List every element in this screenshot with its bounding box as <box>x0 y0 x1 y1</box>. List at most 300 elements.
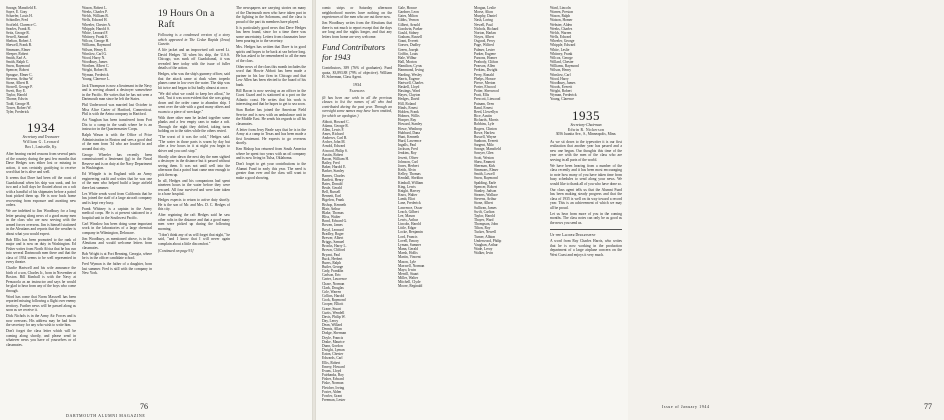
contributor-name: White, Leslie <box>550 47 570 52</box>
contributor-name: Webster, Alden <box>550 22 572 27</box>
body-paragraph: It seems that Dave had been off the coast of Guadalcanal when his ship was sunk, and for two and a half days he floated about on a raft with a handful of his shipmates before a patrol boat picked them up. He is now back home recovering from exposure and awaiting new orders. <box>6 176 76 208</box>
fund-names-column-3 <box>474 6 544 398</box>
contributor-name: Ellis, Robert <box>322 360 341 365</box>
contributor-name: Underwood, Philip <box>474 238 502 243</box>
class-notes-body <box>550 140 622 226</box>
contributor-name: Sprague, Elmer C. <box>6 72 33 77</box>
contributor-name: Mitchell, Clyde <box>398 280 421 285</box>
contributor-name: Nash, Loring <box>474 18 493 23</box>
contributor-name: Noyes, Albert <box>474 35 494 40</box>
contributor-name: Grant, Everett <box>398 39 419 44</box>
contributor-name: Hastings, Ward <box>398 89 421 94</box>
contributor-name: Williams, Raymond <box>82 43 111 48</box>
class-notes-column-2 <box>82 6 152 398</box>
contributor-name: Hale, Wilbur <box>398 55 417 60</box>
contributor-name: Taylor, Harold <box>474 213 495 218</box>
body-paragraph: Ken Bishop has returned from South America where he spent two years with an oil company and is now living in Tulsa, Oklahoma. <box>236 147 306 160</box>
contributor-name: Brewer, Albert <box>322 235 344 240</box>
contributor-name: Bowen, James <box>322 223 343 228</box>
contributor-name: Walker, Irvin <box>474 251 493 256</box>
contributor-name: Lamb, Eliot <box>398 197 416 202</box>
story-intro: Following is a condensed version of a story which appeared in The Cedar Rapids (Iowa) Gazette. <box>158 33 230 46</box>
contributor-name: Fisher, Edward <box>322 377 344 382</box>
body-paragraph: Jim Woodbury writes from the Aleutians that there is not much to report except that the days are long and the nights longer, and that any letters from home are very welcome. <box>322 21 392 39</box>
contributor-name: Wilcox, George H. <box>82 39 110 44</box>
contributor-name: Day, Leroy <box>322 319 339 323</box>
contributor-name: Wyman, Frederick <box>82 72 109 77</box>
contributor-name: Rand, Ernest <box>474 105 493 110</box>
contributor-name: Bond, Edward G. <box>322 219 348 224</box>
body-paragraph: After hearing varied reasons from several parts of the country during the past few months that Dave Hedges was either lost or missing in action, it was certainly gratifying to receive word that he is alive and well. <box>6 152 76 175</box>
body-paragraph: A letter from Jerry Beale says that he is in the Army at a camp in Texas and has been made a first lieutenant. He expects to go overseas shortly. <box>236 127 306 145</box>
contributor-name: Gates, Milton <box>398 14 418 19</box>
class-notes-body <box>236 6 306 180</box>
contributor-name: Osgood, Percy <box>474 39 496 44</box>
fund-name-list <box>322 120 392 403</box>
contributor-name: Cady, Franklin <box>322 269 344 274</box>
fund-year: 1934 <box>352 81 362 87</box>
contributor-name: Baker, Harold E. <box>322 165 347 170</box>
contributor-name: Haskell, Lloyd <box>398 84 420 89</box>
contributor-name: Warren, Preston <box>550 10 574 15</box>
fund-names-column-2 <box>398 6 468 398</box>
running-footer: Issue of January 1944 <box>662 404 710 409</box>
contributor-name: Bates, Donald <box>322 181 343 186</box>
contributor-name: Vaughan, Arthur <box>474 242 498 247</box>
contributor-name: Putnam, Oren <box>474 101 494 106</box>
contributor-name: Woodbury, James <box>550 80 576 85</box>
contributor-name: Knight, Harvey <box>398 188 421 193</box>
contributor-name: Perkins, Dwight <box>474 68 498 73</box>
contributor-name: Little, Edgar <box>398 226 417 231</box>
contributor-name: Shelton, Robert J. <box>6 39 32 44</box>
contributor-name: Jackson, Fred <box>398 147 418 152</box>
contributor-name: Rogers, Clinton <box>474 126 497 131</box>
contributor-name: Adams, George R. <box>322 123 349 128</box>
contributor-name: Martin, Vincent <box>398 255 421 260</box>
story-body <box>158 48 230 246</box>
contributor-name: Weeks, Charles <box>550 26 573 31</box>
contributor-name: Bradley, Roger <box>322 231 344 236</box>
body-paragraph: Frank Whitney is a captain in the Army medical corps. He is at present stationed in a hospital unit in the Southwest Pacific. <box>82 206 152 220</box>
contributor-name: Savage, Mansfield <box>474 147 501 152</box>
contributor-name: Smith, Earl A. <box>6 55 27 60</box>
class-secretary-role: Secretary-Chairman <box>570 122 602 127</box>
contributor-name: Abbott, Howard C. <box>322 119 350 124</box>
contributor-name: Potter, Sherwood <box>474 89 499 94</box>
section-label: Up the Ladder Department <box>550 233 596 238</box>
contributor-name: Gibbs, Vernon <box>398 18 419 23</box>
contributor-name: Richards, Morris <box>474 118 499 123</box>
contributor-name: Keith, Alvin <box>398 168 416 173</box>
contributor-name: Lewis, Arthur <box>398 217 418 222</box>
contributor-name: Sherman, Kirk <box>474 163 496 168</box>
contributor-name: Johnson, Carl <box>398 159 418 164</box>
class-header-1934 <box>6 121 76 149</box>
contributor-name: Spencer, Robert <box>6 68 30 73</box>
contributor-name: Andrews, Carl B. <box>322 136 348 141</box>
contributor-name: Stevens, Arthur <box>474 197 497 202</box>
contributor-name: Graham, Russell <box>398 35 422 40</box>
contributor-name: Welch, Warren <box>550 30 572 35</box>
contributor-name: Prescott, Linwood <box>474 97 501 102</box>
contributor-name: Ames, Richard <box>322 131 344 136</box>
contributor-name: Beale, Gerald <box>322 186 342 190</box>
body-paragraph: Mrs. Hedges has written that Dave is in good spirits and hopes to be back at sea before long. He has asked to be remembered to all the men of the class. <box>236 45 306 63</box>
contributor-name: Worthen, Albert C. <box>82 64 110 69</box>
contributor-name: Spencer, Robert <box>474 184 498 189</box>
contributor-name: Hooper, Ray <box>398 118 417 123</box>
class-year: 1935 <box>572 107 600 123</box>
body-paragraph: Hedges, who was the ship's gunnery officer, said that the attack came at dusk when torpedo planes came in low over the water. The ship was hit twice and began to list badly almost at once. <box>158 72 230 90</box>
class-header-1935 <box>550 109 622 137</box>
contributor-name: Stone, Albert <box>474 201 493 206</box>
contributor-name: Winslow, Carl <box>550 72 571 77</box>
contributor-name: Wilcox, George <box>550 55 573 60</box>
body-paragraph: Les White sends word from California that he has joined the staff of a large aircraft company and is kept very busy. <box>82 191 152 205</box>
class-year: 1934 <box>27 120 55 136</box>
contributor-name: Rice, Austin <box>474 114 492 119</box>
contributor-name: Hartwell, Charles <box>398 80 424 85</box>
contributor-name: Maxwell, Norman <box>398 263 425 268</box>
contributor-name: Griffin, Louis <box>398 51 418 56</box>
body-paragraph: Let us hear from more of you in the coming months. The class notes can only be as good as the news you send us. <box>550 211 622 225</box>
body-paragraph: Ralph Wason is with the Office of Price Administration in Boston and sees a good deal of the men from '34 who are located in and around that city. <box>82 133 152 151</box>
body-paragraph: "We did what we could to keep her afloat," he said, "but it was soon evident that she was going down and the order came to abandon ship. I went over the side with a good many others and swam to a piece of wreckage." <box>158 91 230 114</box>
contributor-name: Allen, Lewis F. <box>322 127 345 132</box>
contributor-name: Bartlett, Henry <box>322 177 344 182</box>
contributor-name: Jewett, Oliver <box>398 155 419 160</box>
contributor-name: Woodbury, James <box>82 60 108 65</box>
contributor-name: Lincoln, Harold <box>398 222 421 227</box>
contributor-name: Jenkins, Roy <box>398 151 417 156</box>
contributor-name: Stevens, Arthur W. <box>6 76 34 81</box>
contributor-name: Schaefer, Louis H. <box>6 14 33 19</box>
body-paragraph: Hedges expects to return to active duty shortly. He is the son of Mr. and Mrs. D. C. Hedges of this city. <box>158 198 230 211</box>
contributor-name: Mann, Gerald <box>398 247 418 252</box>
body-paragraph: Carl Winslow has been doing some important work in the laboratories of a large chemical company in Wilmington, Delaware. <box>82 221 152 235</box>
contributor-name: Marsh, Hollis <box>398 251 418 256</box>
contributor-name: Buck, Herbert <box>322 256 343 261</box>
body-paragraph: Phil Underwood was married last October to Miss Alice Carter of Hartford, Connecticut. Phil is with the Aetna company in Hartford. <box>82 103 152 117</box>
contributor-name: Blake, Thomas <box>322 210 344 215</box>
section-tail-text: A word from Ray Charles Harris, who writes that he is now working in the production department of a large airplane concern on the West Coast and enjoys it very much. <box>550 239 622 257</box>
right-footer <box>632 402 944 416</box>
contributor-name: Bennett, Earl <box>322 194 341 199</box>
contributor-name: Stone, Albert B. <box>6 80 30 85</box>
contributor-name: Jones, Herbert <box>398 163 419 168</box>
contributor-name: Kimball, William <box>398 180 424 185</box>
contributor-name: Kendall, Sheldon <box>398 176 423 181</box>
class-notes-column-1 <box>6 6 76 398</box>
contributor-name: Williams, Raymond <box>550 64 579 69</box>
contributor-name: Lyman, Sumner <box>398 242 421 247</box>
contributor-name: Page, Wilfred <box>474 43 494 48</box>
contributor-name: Fiske, Norman <box>322 381 344 386</box>
contributor-name: Fletcher, Irving <box>322 385 345 390</box>
contributor-name: Dennis, Allan <box>322 327 342 332</box>
contributor-name: Emery, Howard <box>322 364 345 369</box>
contributor-name: Miller, Walter <box>398 276 419 281</box>
contributor-name: Wheeler, George <box>550 39 575 44</box>
right-page <box>316 0 932 420</box>
contributor-name: Gale, Horace <box>398 6 417 10</box>
contributor-name: Bell, Russell <box>322 190 341 195</box>
body-paragraph: In all, Hedges and his companions had spent nineteen hours in the water before they were rescued. All four survived and were later taken to a base hospital. <box>158 178 230 196</box>
contributor-name: Rowe, Harlow <box>474 130 495 135</box>
contributor-name: Sawyer, Glen <box>474 151 494 156</box>
contributor-name: Gilbert, Arnold <box>398 22 420 27</box>
body-paragraph: Don't forget to get your contributions to the Alumni Fund in early this year. The need is greater than ever and the class will want to make a good showing. <box>236 162 306 180</box>
body-paragraph: Jack Thompson is now a lieutenant in the Navy and is serving aboard a destroyer somewhere in the Pacific. He writes that he has not seen a Dartmouth man since he left the States. <box>82 83 152 102</box>
body-paragraph: The newspapers are carrying stories on many of the Dartmouth men who have taken part in the fighting in the Solomons, and the class is proud of the part its members have played. <box>236 6 306 24</box>
left-footer <box>0 402 312 416</box>
body-paragraph: Stan Barker has joined the American Field Service and is now with an ambulance unit in the Middle East. He sends his regards to all his classmates. <box>236 108 306 126</box>
contributor-name: Wells, Edward H. <box>82 18 108 23</box>
feature-story-column <box>158 6 230 398</box>
contributor-name: Mayo, Irwin <box>398 267 416 272</box>
contributor-name: Gould, Sidney <box>398 30 419 35</box>
contributor-name: Hayes, Clayton <box>398 93 421 98</box>
contributor-name: Hammond, Irving <box>398 68 424 73</box>
contributor-name: Whipple, Edward <box>550 43 576 48</box>
contributor-name: Davis, Philip W. <box>322 314 346 319</box>
body-paragraph: Jim Woodbury, as mentioned above, is in the Aleutians and would welcome letters from classmates. <box>82 236 152 250</box>
contributor-name: Turner, Albion <box>474 234 496 239</box>
contributor-name: Stowell, George P. <box>6 84 33 89</box>
running-footer: DARTMOUTH ALUMNI MAGAZINE <box>66 413 146 418</box>
contributor-name: Howe, Winthrop <box>398 126 422 131</box>
class-notes-body <box>322 6 392 39</box>
contributor-name: Graves, Dudley <box>398 43 421 48</box>
contributor-name: Dunn, Gordon <box>322 343 343 348</box>
body-paragraph: Bill Bacon is now serving as an officer in the Coast Guard and is stationed at a port on the Atlantic coast. He writes that his work is interesting and that he hopes to get to sea soon. <box>236 88 306 106</box>
contributor-name: Austin, Robert <box>322 152 344 157</box>
class-secretary-name: William G. Leonard <box>23 140 59 145</box>
contributor-name: Carlson, Eric <box>322 273 341 278</box>
contributor-name: Woods, Everett <box>550 84 573 89</box>
contributor-name: Hubbard, Dana <box>398 130 420 135</box>
body-paragraph: Shortly after dawn the next day the men sighted a destroyer in the distance but it passed without seeing them. It was not until well into the afternoon that a patrol boat came near enough to pick them up. <box>158 154 230 177</box>
body-paragraph: George Wheeler has recently been commissioned a lieutenant (jg) in the Naval Reserve and is on duty at the Navy Department in Washington. <box>82 152 152 171</box>
contributor-name: Young, Clarence L. <box>82 76 110 81</box>
contributor-name: Wood, Harry <box>550 76 569 81</box>
contributor-name: Dean, Willard <box>322 323 343 328</box>
fund-note: (It has been our wish in all the previous classes to list the names of all who had contributed during the past year. Through an oversight some names may have been omitted, for which we apologize.) <box>322 95 392 118</box>
contributor-name: Mason, Lyle <box>398 259 416 264</box>
body-paragraph: Art Vaughan has been transferred from Fort Dix to a camp in the south where he is an instructor in the Quartermaster Corps. <box>82 118 152 132</box>
contributor-name: Schindler, Fred <box>6 18 29 23</box>
contributor-name: Tilton, Roy <box>474 226 491 231</box>
contributor-name: Nichols, Richard <box>474 26 499 31</box>
fund-name-list <box>6 6 76 114</box>
body-paragraph: With three other men he lashed together some planks and a few empty cans to make a raft. Through the night they drifted, taking turns holding on to the sides while the others rested. <box>158 115 230 133</box>
contributor-name: Hedges, David <box>398 97 420 102</box>
contributor-name: Thompson, John <box>474 222 498 227</box>
contributor-name: Goodwin, Parker <box>398 26 423 31</box>
contributor-name: Wyman, Frederick <box>550 93 577 98</box>
contributor-name: Seitz, George R. <box>6 30 30 35</box>
contributor-name: Spalding, Earle <box>474 180 497 185</box>
contributor-name: Brooks, Harry L. <box>322 244 347 249</box>
contributor-name: Drake, Maurice <box>322 339 345 344</box>
contributor-name: Barker, Stanley <box>322 169 345 174</box>
contributor-name: Morse, Alton <box>474 10 493 15</box>
contributor-name: Searles, Frank R. <box>6 26 31 31</box>
left-page <box>0 0 312 420</box>
body-paragraph: comic strips or Saturday afternoon neighborhood movies have nothing on the experiences of the men who are out there now. <box>322 6 392 19</box>
contributor-name: Lovell, Emory <box>398 238 419 243</box>
body-paragraph: "I don't think any of us will forget that night," he said, "and I know that I will never again complain about a little discomfort." <box>158 232 230 246</box>
body-paragraph: Don't forget the class letter which will be coming along shortly, and please send in whatever news you have of yourselves or of classmates. <box>6 329 76 347</box>
body-paragraph: Word has come that Norm Maxwell has been reported missing following a flight over enemy territory. Further news will be passed along as soon as we receive it. <box>6 294 76 313</box>
body-paragraph: Charlie Hartwell and his wife announce the birth of a son, Charles Jr., born in November at Boston. Bill Kimball is with the Navy at Pensacola as an instructor and says he would be glad to hear from any of the boys who come through. <box>6 266 76 293</box>
fund-name-list <box>398 6 468 289</box>
body-paragraph: Ed Whipple is in England with an Army engineering outfit and writes that he was one of the men who helped build a large airfield there last summer. <box>82 172 152 190</box>
contributor-name: Doyle, Francis <box>322 335 344 340</box>
contributor-name: Parsons, Homer <box>474 55 497 60</box>
contributor-name: Collins, Harold <box>322 294 345 299</box>
contributor-name: Swett, Roy E. <box>6 89 26 94</box>
contributor-name: Lane, Frederick <box>398 201 421 206</box>
contributor-name: Brown, Clifford <box>322 248 346 253</box>
body-paragraph: We are indebted to Jim Woodbury for a long letter passing along news of a good many men in the class who are now serving with the armed forces overseas. Jim is himself stationed in the Aleutians and reports that the weather is about what you would expect. <box>6 209 76 236</box>
fund-title: Fund Contributors for 1943 <box>322 43 386 62</box>
contributor-name: Murphy, Daniel <box>474 14 497 19</box>
contributor-name: Wade, Leroy <box>474 247 493 252</box>
contributor-name: Kelley, Thomas <box>398 172 421 177</box>
contributor-name: Locke, Benjamin <box>398 230 423 235</box>
contributor-name: Boyd, Leonard <box>322 227 344 232</box>
fund-contributors-column <box>322 6 392 402</box>
contributor-name: Russell, Wayne <box>474 134 497 139</box>
contributor-name: Green, Joseph <box>398 47 419 52</box>
class-secretary-role: Secretary and Treasurer <box>22 135 60 140</box>
contributor-name: Crane, Stuart <box>322 306 341 311</box>
contributor-name: Bacon, William H. <box>322 156 349 161</box>
contributor-name: Tyler, Frederick <box>6 109 29 114</box>
contributor-name: Phelps, Horace <box>474 76 496 81</box>
contributor-name: Hinds, Ernest <box>398 105 418 110</box>
body-paragraph: "The worst of it was the cold," Hedges said. "The water in those parts is warm by day but after a few hours in it at night you begin to shiver and you can't stop." <box>158 135 230 153</box>
contributor-name: Simmons, Elmer <box>474 168 499 173</box>
contributor-name: Cooper, Elliott <box>322 302 344 307</box>
contributor-name: Todd, George H. <box>6 101 31 106</box>
body-paragraph: Bob Ellis has been promoted to the rank of major and is now on duty in Washington. Ed Fisher writes from North Africa that he has run into several Dartmouth men there and that the class of 1934 seems to be well represented in every theatre. <box>6 237 76 265</box>
continued-note: [Continued on page 91] <box>158 249 194 253</box>
contributor-name: Bishop, Kenneth <box>322 202 347 207</box>
contributor-name: Eaton, Chester <box>322 352 344 357</box>
class-notes-body <box>82 84 152 276</box>
contributor-name: Arnold, Edward <box>322 144 346 149</box>
contributor-name: Stearns, Wallace <box>474 193 498 198</box>
contributor-name: Perry, Ronald <box>474 72 494 77</box>
contributor-name: Clark, Douglas <box>322 285 344 290</box>
contributor-name: Moore, Reginald <box>398 284 423 289</box>
contributor-name: Ingalls, Paul <box>398 143 416 148</box>
contributor-name: Burns, Ralph <box>322 260 341 265</box>
contributor-name: Morgan, Leslie <box>474 6 496 10</box>
contributor-name: Sayre, E. Gray <box>6 10 28 15</box>
contributor-name: Holden, Frank <box>398 109 419 114</box>
contributor-name: Leach, Gilbert <box>398 209 419 214</box>
contributor-name: Fowler, Grant <box>322 393 343 398</box>
contributor-name: Hall, Morton <box>398 60 417 65</box>
fund-name-list <box>82 6 152 81</box>
contributor-name: Wood, Harry N. <box>82 55 106 60</box>
contributor-name: Harris, Eugene <box>398 76 420 81</box>
contributor-name: Norton, Harlan <box>474 30 496 35</box>
contributor-name: Watson, Homer <box>550 18 573 23</box>
contributor-name: Tucker, Newell <box>474 230 497 235</box>
contributor-name: Stanley, Judson <box>474 188 497 193</box>
contributor-name: Whitney, Frank <box>550 51 573 56</box>
contributor-name: Whipple, Harold S. <box>82 26 110 31</box>
contributor-name: Howard, Stanley <box>398 122 423 127</box>
class-secretary-name: Edwin R. Nickerson <box>567 127 605 132</box>
contributor-name: Hurd, Lawrence <box>398 139 422 143</box>
body-paragraph: Dick Nichols is in the Army Air Forces and is now overseas. His address may be had from the secretary for any who wish to write him. <box>6 314 76 328</box>
body-paragraph: Fred Wyman is the father of a daughter, born last summer. Fred is still with the company in New York. <box>82 262 152 276</box>
contributor-name: Parker, Eugene <box>474 51 496 56</box>
contributor-name: Swift, Carlton <box>474 209 495 214</box>
contributor-name: Young, Clarence <box>550 97 574 102</box>
contributor-name: Carter, Lawrence <box>322 277 347 282</box>
contributor-name: Butler, George <box>322 264 344 269</box>
contributor-name: Porter, Elwood <box>474 84 496 89</box>
contributor-name: Lee, Mason <box>398 213 415 218</box>
body-paragraph: It is particularly good news that Dave Hedges has been found, since for a time there was some uncertainty. Letters from classmates have been pouring in to the secretary. <box>236 25 306 43</box>
contributor-name: Palmer, Lester <box>474 47 495 52</box>
contributor-name: Savage, Mansfield E. <box>6 6 37 10</box>
contributor-name: Hunt, Kenneth <box>398 134 420 139</box>
contributor-name: Blair, Arthur <box>322 206 341 211</box>
contributor-name: Lord, Francis <box>398 234 418 239</box>
contributor-name: Bigelow, Frank <box>322 198 345 203</box>
contributor-name: Wells, Edward <box>550 35 572 40</box>
contributor-name: Tower, Robert W. <box>6 105 32 110</box>
contributor-name: Briggs, Samuel <box>322 240 345 245</box>
contributor-name: Ward, Lincoln <box>550 6 571 10</box>
contributor-name: Whitney, Frank E. <box>82 35 109 40</box>
class-notes-column-4 <box>236 6 306 398</box>
contributor-name: Bliss, Walter <box>322 215 341 220</box>
contributor-name: Wilson, Henry <box>550 68 572 73</box>
contributor-name: Welch, William B. <box>82 14 109 19</box>
story-title: 19 Hours On a Raft <box>158 8 215 29</box>
contributor-name: Barnes, Charles <box>322 173 345 178</box>
contributor-name: Merrill, Stuart <box>398 272 419 276</box>
page-number: 76 <box>140 402 148 411</box>
contributor-name: Pierce, Merton <box>474 80 496 85</box>
contributor-name: Shewell, Frank B. <box>6 43 32 48</box>
class-secretary-address: 3056 Juanita Ave., S., Minneapolis, Minn. <box>555 132 617 137</box>
body-paragraph: Other news of the class this month includes the word that Howie Abbott has been made a partner in his law firm in Chicago and that Lew Allen has been elected to the board of his bank. <box>236 64 306 87</box>
contributor-name: Cole, Warren <box>322 289 342 294</box>
contributor-name: Harding, Wesley <box>398 72 422 77</box>
contributor-name: Willard, Chester <box>550 60 574 65</box>
contributor-name: Shaw, Emmett <box>474 159 495 164</box>
contributor-name: Knox, Walter <box>398 193 418 198</box>
contributor-name: Curtis, Wendell <box>322 310 345 315</box>
contributor-name: Weeks, Charles P. <box>82 10 108 15</box>
contributor-name: Evans, Lloyd <box>322 368 342 373</box>
contributor-name: Archer, John M. <box>322 140 346 145</box>
contributor-name: Sleeper, Robert <box>6 51 29 56</box>
contributor-name: King, Lewis <box>398 184 416 189</box>
contributor-name: Simmons, Elmer <box>6 47 31 52</box>
body-paragraph: As we sit down to the typewriter it is our first realization that another year has passed and a new one begun. Our thoughts this time of the year are with the men of the class who are serving in all parts of the world. <box>550 139 622 162</box>
